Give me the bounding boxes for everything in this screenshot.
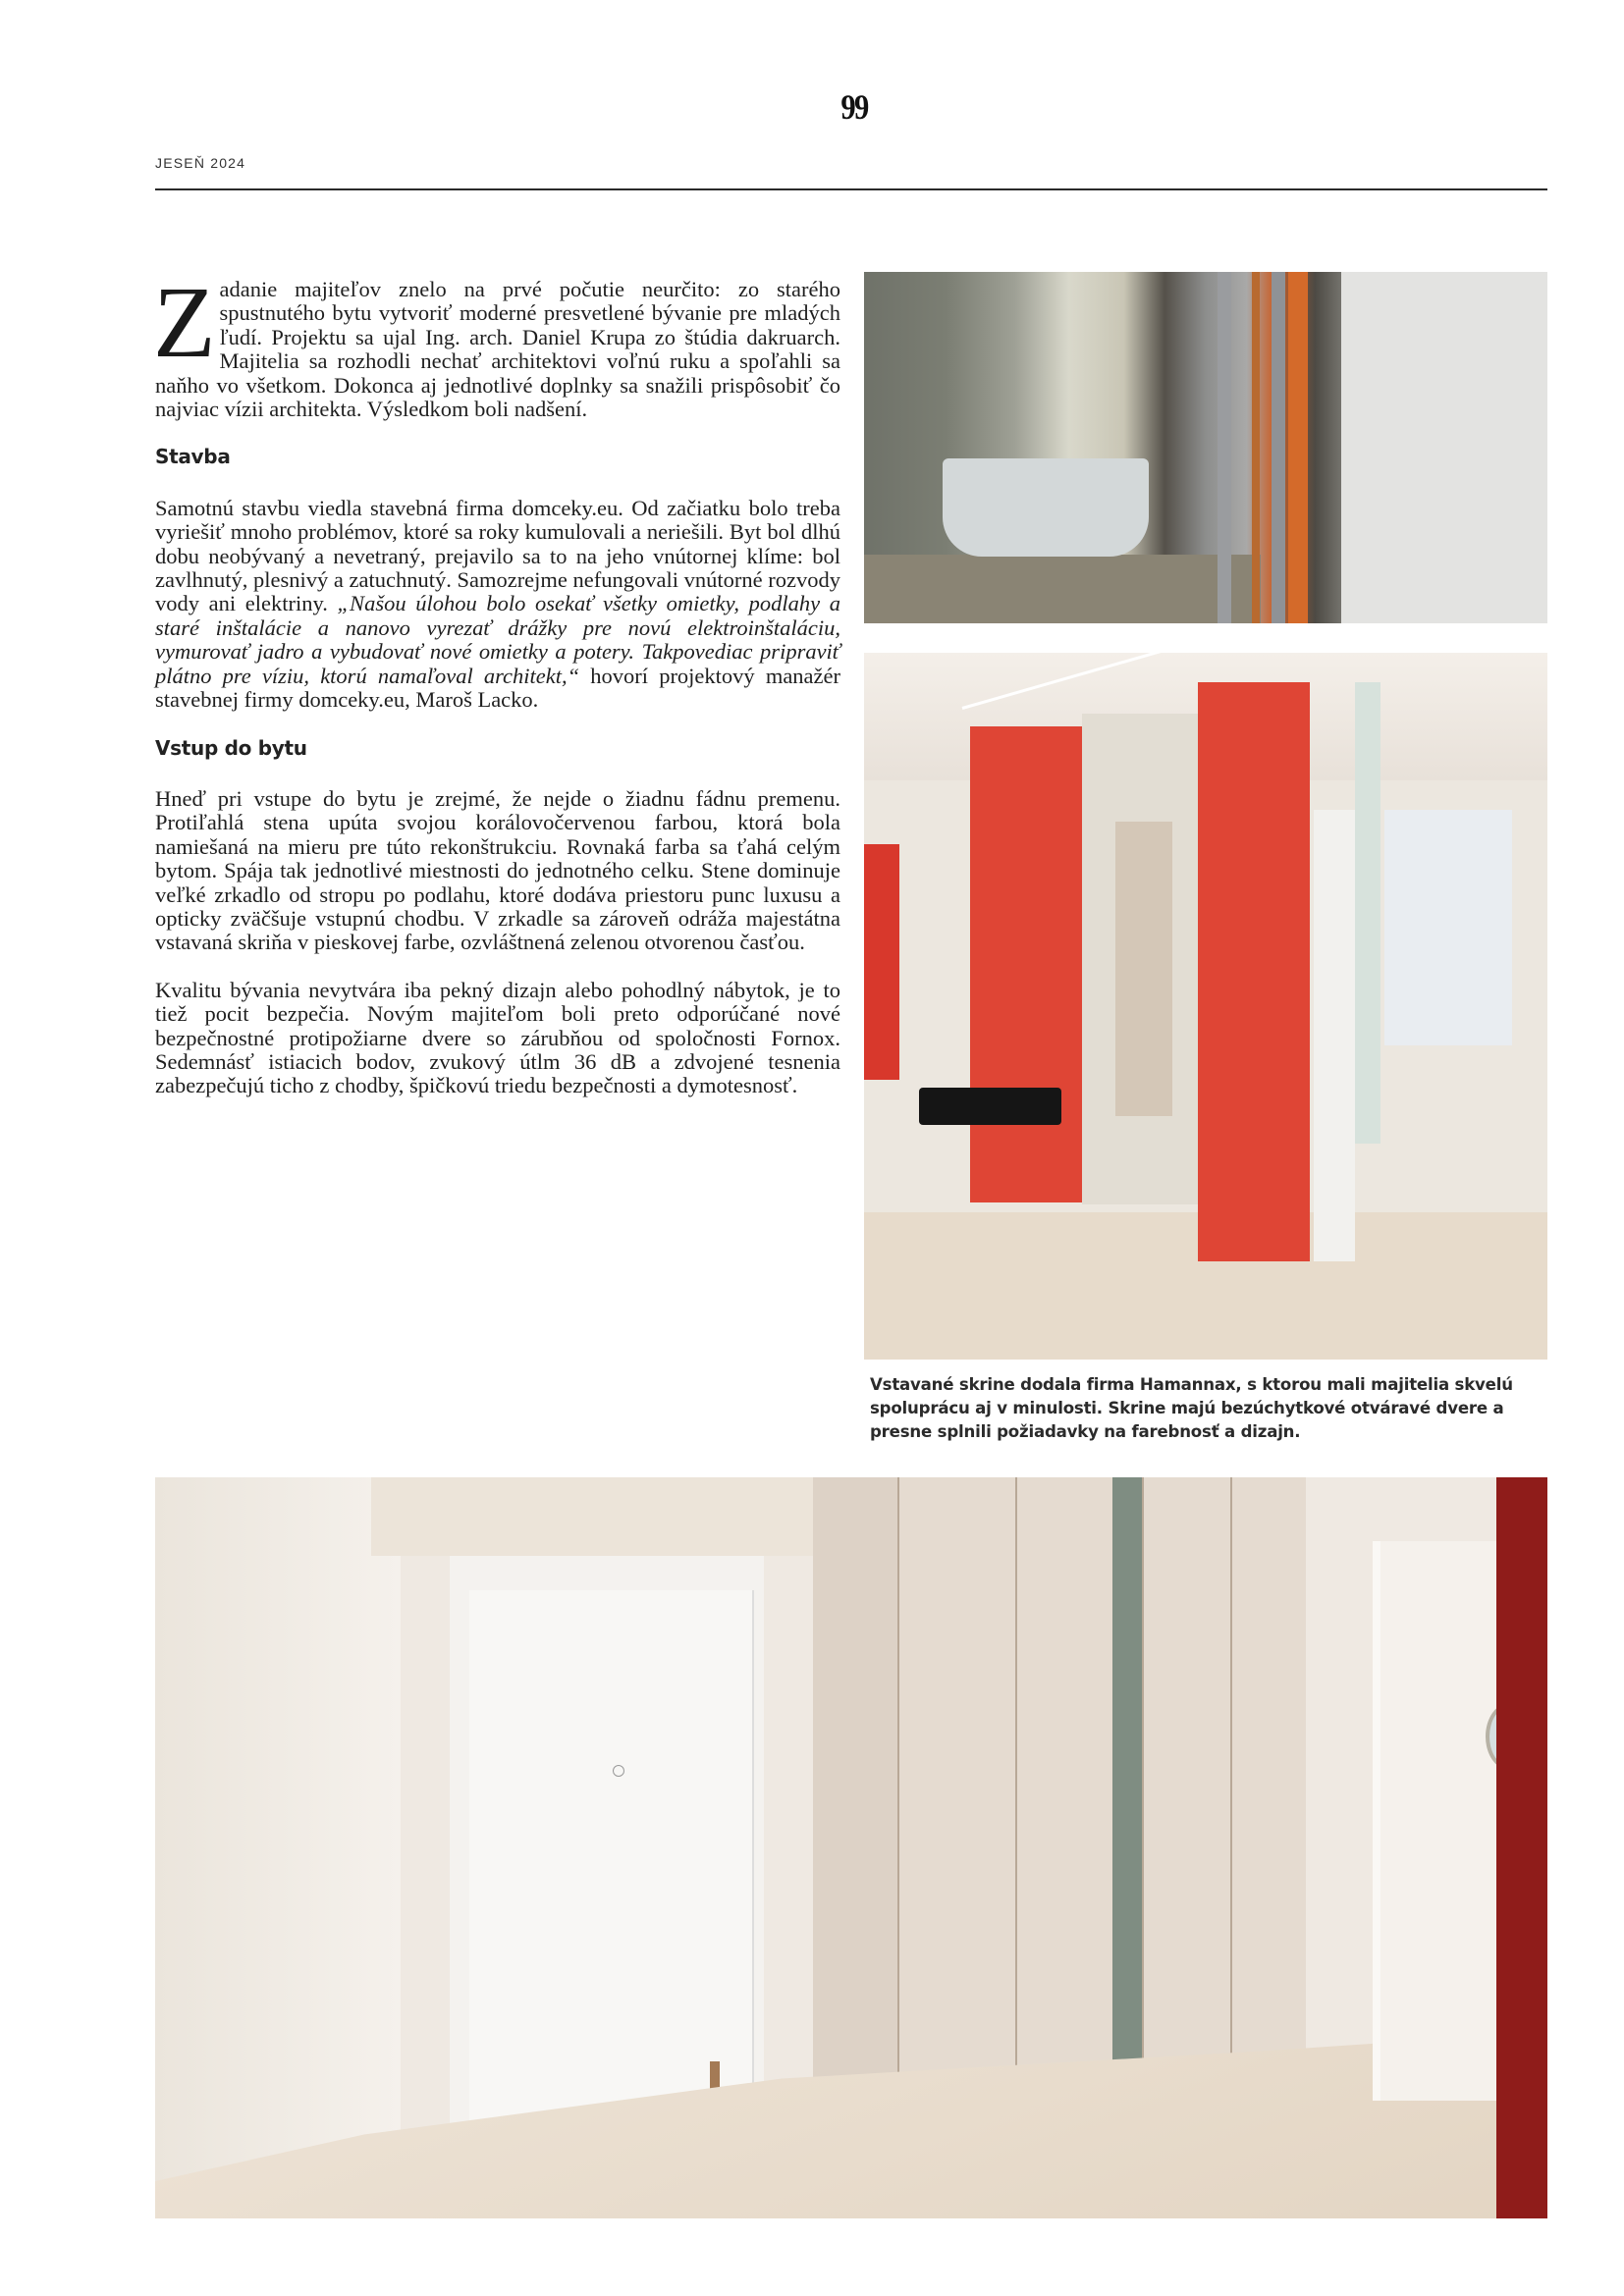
dropcap: Z: [153, 266, 216, 379]
photo-ceiling: [371, 1477, 882, 1556]
photo-pipe: [1252, 272, 1260, 623]
photo-pipe: [1218, 272, 1231, 623]
photo-peephole: [613, 1765, 624, 1777]
vstup-paragraph-2: Kvalitu bývania nevytvára iba pekný dizajn alebo pohodlný nábytok, je to tiež pocit bezpečia. Novým majiteľom boli preto odporúčané nové bezpečnostné protipožiarne dvere so zárubňou od spoločnosti Fornox. Sedemnásť istiacich bodov, zvukový útlm 36 dB a zdvojené tesnenia zabezpečujú ticho z chodby, špičkovú triedu bezpečnosti a dymotesnosť.: [155, 977, 840, 1098]
photo-coral-wall-left: [970, 726, 1082, 1202]
stavba-quote: „Našou úlohou bolo osekať všetky omietky, podlahy a staré inštalácie a nanovo vyrezať drážky pre novú elektroinštaláciu, vymurovať jadro a vybudovať nové omietky a potery. Takpovediac pripraviť plátno pre víziu, ktorú namaľoval architekt,“: [155, 591, 840, 688]
photo-old-bathtub: [943, 458, 1149, 557]
photo-mirror: [1082, 714, 1198, 1204]
article-column: [153, 266, 841, 1122]
photo-entrance-door-wardrobe: [155, 1477, 1547, 2218]
stavba-attribution: hovorí projektový manažér stavebnej firmy domceky.eu, Maroš Lacko.: [155, 663, 841, 713]
photo-wall: [1341, 272, 1547, 623]
section-heading-vstup: Vstup do bytu: [155, 735, 307, 760]
page-number: 99: [840, 87, 868, 127]
header-rule: [155, 188, 1547, 190]
photo-white-door: [1314, 810, 1355, 1261]
photo-black-bench: [919, 1088, 1061, 1125]
photo-floor-debris: [864, 555, 1261, 623]
stavba-text: Samotnú stavbu viedla stavebná firma domceky.eu. Od začiatku bolo treba vyriešiť mnoho problémov, ktoré sa roky kumulovali a neriešili. Byt bol dlhú dobu neobývaný a nevetraný, prejavilo sa to na jeho vnútornej klíme: bol zavlhnutý, plesnivý a zatuchnutý. Samozrejme nefungovali vnútorné rozvody vody ani elektriny.: [155, 495, 840, 616]
photo-glass-blocks: [1355, 682, 1380, 1144]
intro-paragraph: [153, 266, 840, 422]
photo-study-room: [1384, 810, 1512, 1045]
intro-text: adanie majiteľov znelo na prvé počutie neurčito: zo starého spustnutého bytu vytvoriť moderné presvetlené bývanie pre mladých ľudí. Projektu sa ujal Ing. arch. Daniel Krupa zo štúdia dakruarch. Majitelia sa rozhodli nechať architektovi voľnú ruku a spoľahli sa naňho vo všetkom. Dokonca aj jednotlivé doplnky sa snažili prispôsobiť čo najviac vízii architekta. Výsledkom boli nadšení.: [155, 277, 840, 422]
photo-pipe: [1272, 272, 1285, 623]
stavba-paragraph: [155, 497, 840, 713]
photo-red-wall-bedroom: [864, 844, 899, 1080]
photo-left-wall: [155, 1477, 401, 2218]
vstup-paragraph-1: Hneď pri vstupe do bytu je zrejmé, že nejde o žiadnu fádnu premenu. Protiľahlá stena upúta svojou korálovočervenou farbou, ktorá bola namiešaná na mieru pre túto rekonštrukciu. Rovnaká farba sa ťahá celým bytom. Spája tak jednotlivé miestnosti do jednotného celku. Stene dominuje veľké zrkadlo od stropu po podlahu, ktoré dodáva priestoru punc luxusu a opticky zväčšuje vstupnú chodbu. V zrkadle sa zároveň odráža majestátna vstavaná skriňa v pieskovej farbe, ozvláštnená zelenou otvorenou časťou.: [155, 785, 840, 955]
photo-coral-wall-right: [1198, 682, 1310, 1261]
photo-pipe: [1288, 272, 1308, 623]
section-heading-stavba: Stavba: [155, 445, 231, 469]
photo-renovation-before: [864, 272, 1547, 623]
photo-entrance-door: [469, 1590, 754, 2140]
photo-hallway-coral-wall: [864, 653, 1547, 1360]
photo-caption: Vstavané skrine dodala firma Hamannax, s ktorou mali majitelia skvelú spoluprácu aj v minulosti. Skrine majú bezúchytkové otváravé dvere a presne splnili požiadavky na farebnosť a dizajn.: [870, 1375, 1513, 1441]
photo-wardrobe-reflection: [1115, 822, 1172, 1116]
photo-red-wall-edge: [1496, 1477, 1547, 2218]
issue-label: JESEŇ 2024: [155, 155, 246, 171]
